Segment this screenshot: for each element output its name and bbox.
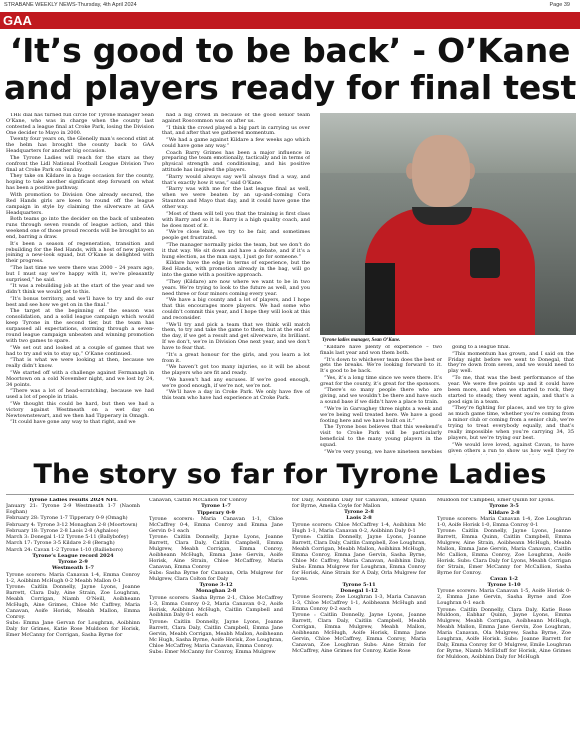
result-text: Muldoon for Campbell, Emer Quinn for Lyons.: [437, 498, 555, 503]
photo-caption: Tyrone ladies manager, Sean O’Kane.: [322, 338, 401, 343]
results-column-4: [437, 498, 571, 736]
paragraph: “We haven’t had any excuses. If we’re good enough, we’re good enough, if we’re not, we’re not.: [162, 376, 310, 389]
result-text: February 18: Tyrone 2-8 Laois 2-8 (Aghaloo): [6, 527, 119, 534]
paragraph: “We’re very young, we have nineteen newbies: [324, 448, 442, 455]
paragraph: “We started off with a challenge against Fermanagh in Moortown on a cold November night, and we lost by 24, 34 points.: [6, 369, 154, 388]
result-text: for Daly, Aoibhinn Daly for Canavan, Emear Quinn for Byrne, Amelia Coyle for Mallon: [292, 498, 426, 509]
paragraph: “The manager normally picks the team, but we don’t do it that way. We sit down and have a debate, and if it’s a hung election, as the man says, I just go for someone.”: [162, 241, 310, 260]
result-heading: Laois 2-8: [346, 515, 372, 522]
paragraph: “It’s bonus territory, and we’ll have to try and do our best and see how we get on in the final.”: [6, 295, 154, 308]
paragraph: “We have a big county and a lot of players, and I hope that this encourages more players. We had some who couldn’t commit this year, and I hope they will look at this and reconsider.: [162, 297, 310, 321]
paragraph: It’s been a season of regeneration, transition and rebuilding for the Red Hands, with a host of new players joining a new-look squad, but O’Kane is delighted with their progress.: [6, 240, 154, 265]
result-heading: Tyrone 2-8: [344, 509, 374, 516]
paragraph: “It could have gone any way to that right, and we: [10, 419, 136, 426]
paragraph: “It’s down to whichever team does the best or gets the breaks. We’re looking forward to it. It’s good to be back.: [320, 356, 442, 375]
result-text: Tyrone: Caitlin Donnelly, Jayne Lyons, Joanne Barrett, Clara Daly, Aine Strain, Zoe Loughran, Meabh Corrigan, Niamh O’Neill, Aoibheann McHugh, Aine Grimes, Chloe Mc Caffrey, Maria Canavan, Aoife Horisk, Meabh Mallon, Emma Conroy.: [6, 583, 140, 620]
result-text: Tyrone: Caitlin Donnelly, Jayne Lyons, Joanne Barrett, Clara Daly, Caitlin Campbell, Zoe Loughran, Meabh Corrigan, Meabh Mallon, Aoibhinn McHugh, Emma Conroy, Emma Jane Gervin, Sasha Byrne, Chloe Mc Caffrey, Maria Canavan, Aoibhinn Daly. Subs: Emma Mulgrew for Loughran, Emma Conroy for Horisk, Aine Strain for A Daly, Orla Mulgrew for Lyons.: [292, 533, 426, 582]
result-heading: Tipperary 0-9: [197, 509, 235, 516]
paragraph: “Yes, it’s a long time since we were there. It’s great for the county, it’s great for the sponsors.: [320, 374, 442, 387]
result-text: Tyrone scorers: Sasha Byrne 2-1, Chloe McCaffrey 1-3, Emma Conroy 0-2, Maria Canavan 0-2, Aoife Horisk, Aoibhinn McHugh, Caitlin Campbell and Aoibhinn Daly 0-1 each: [149, 594, 283, 619]
result-heading: Tyrone’s League record 2024: [32, 552, 114, 559]
article-column-4: [448, 345, 574, 455]
article-column-2: [162, 113, 310, 453]
result-text: March 3: Donegal 1-12 Tyrone 5-11 (Ballybofey): [6, 534, 129, 541]
result-text: Tyrone: Caitlin Donnelly, Jayne Lyons, Joanne Barrett, Emma Quinn, Caitlin Campbell, Emma Mulgrew, Aine Strain, Aoibheann McHugh, Meabh Mallon, Emma Jane Gervin, Maria Canavan, Caitlin Mc Callion, Emma Conroy, Zoe Loughran, Aoife Horisk. Subs: Clara Daly for Lyons, Meabh Corrigan for Strain, Emer McCanny for McCallion, Sasha Byrne for Conroy.: [437, 527, 571, 576]
result-heading: Cavan 1-2: [490, 575, 518, 582]
paragraph: “They (Kildare) are now where we want to be in two years. We’re trying to look to the future as well, and you need three or four minors coming every year.: [162, 278, 310, 297]
section-bar: [0, 12, 580, 29]
result-text: March 24: Cavan 1-2 Tyrone 1-10 (Bailieboro): [6, 546, 123, 553]
paragraph: going to a league final.: [452, 345, 511, 350]
headline: ‘It’s good to be back’ - O’Kane and players ready for final test: [3, 31, 577, 107]
paragraph: Both teams go into the decider on the back of unbeaten runs through seven rounds of league action, and this weekend one of those proud records will be brought to an end, barring a draw.: [6, 216, 154, 241]
divider: [6, 494, 574, 495]
paragraph: The Tyrone boss believes that this weekend’s visit to Croke Park will be particularly beneficial to the many young players in the squad.: [320, 424, 442, 449]
article-column-3: [320, 345, 442, 455]
masthead-date: STRABANE WEEKLY NEWS-Thursday, 4th April 2024: [4, 2, 137, 8]
paragraph: With promotion to Division One already secured, the Red Hands girls are keen to round off the league campaign in style by claiming the silverware at GAA Headquarters.: [6, 191, 154, 216]
paragraph: “Kildare have plenty of experience – two finals last year and won them both.: [320, 345, 442, 356]
photo-jersey-badge: [470, 248, 500, 278]
paragraph: The Tyrone Ladies will reach for the stars as they confront the Lidl National Football League Division Two final at Croke Park on Sunday.: [6, 154, 154, 173]
result-heading: Tyrone 3-12: [199, 582, 233, 589]
photo-head: [412, 135, 470, 207]
result-heading: Tyrone 3-5: [489, 503, 519, 510]
paragraph: The target at the beginning of the season was consolidation, and a solid league campaign which would keep Tyrone in the second tier, but the team has surpassed all expectations, storming through a seven-round league campaign unbeaten and winning promotion with two games to spare.: [6, 308, 154, 345]
result-heading: Kildare 2-8: [488, 509, 520, 516]
result-text: Tyrone: Caitlin Donnelly, Clara Daly, Katie Rose Muldoon, Eabhar Quinn, Jayne Lyons, Emma Mulgrew, Meabh Corrigan, Aoibheann McHugh, Meabh Mallon, Emma Jane Gervin, Zoe Loughran, Maria Canavan, Ola Mulgrew, Sasha Byrne, Zoe Loughran, Aoife Horisk. Subs: Joanne Barrett for Daly, Emma Conroy for O Mulgrew, Emile Loughran for Byrne, Niamh McElduff for Horisk, Aine Grimes for Muldoon, Aoibhinn Daly for McHugh: [437, 606, 571, 661]
paragraph: “The last time we were there was 2000 – 24 years ago, but I must say we’re happy with it, we’re pleasantly surprised,” he said.: [6, 264, 154, 283]
paragraph: Coach Barry Grimes has been a major influence in preparing the team emotionally, tactically and in terms of physical strength and conditioning, and his positive attitude has inspired the players.: [162, 149, 310, 174]
results-headline: The story so far for Tyrone Ladies: [33, 459, 547, 490]
result-text: Tyrone: Caitlin Donnelly, Jayne Lyons, Joanne Barrett, Clara Daly, Caitlin Campbell, Emma Mulgrew, Meabh Corrigan, Emma Conroy, Aoibheann McHugh, Emma Jane Gervin, Aoife Horisk, Aine Strain, Chloe McCaffrey, Maria Canavan, Emma Conroy: [149, 533, 283, 570]
manager-photo: [320, 113, 576, 335]
paragraph: “They’re fighting for places, and we try to give as much game time, whether you’re coming from a minor club or coming from a senior club, we’re trying to treat everybody equally, and that’s really impossible when you’re carrying 34, 35 players, but we’re trying our best.: [448, 405, 574, 442]
result-text: February 28: Tyrone 1-7 Tipperary 0-9 (Omagh): [6, 515, 128, 522]
article-column-1: [6, 113, 154, 453]
result-text: Tyrone scorers: Chloe McCaffrey 1-4, Aoibhinn Mc Hugh 1-1, Maria Canavan 0-2, Aoibhinn Daly 0-1: [292, 521, 426, 534]
result-heading: Tyrone 1-10: [487, 582, 521, 589]
paragraph: Kildare have the edge in terms of experience, but the Red Hands, with promotion already in the bag, will go into the game with a positive approach.: [162, 260, 310, 279]
paragraph: “To me, that was the best performance of the year. We were five points up and it could have been more, and when we started to rock, they started to steady, they went again, and that’s a good sign in a team.: [448, 374, 574, 405]
result-heading: Tyrone 5-11: [342, 581, 376, 588]
paragraph: They take on Kildare in a huge occasion for the county, hoping to take another significant step forward on what has been a positive pathway.: [6, 173, 154, 192]
result-text: Canavan, Caitlin McCallion for Conroy: [149, 498, 248, 503]
paragraph: “We would love loved, against Cavan, to have given others a run to show us how well they’re: [448, 441, 574, 454]
paragraph: “We’ll have a day in Croke Park. We only have five of this team who have had experience at Croke Park.: [162, 389, 310, 402]
result-heading: Monaghan 2-8: [195, 588, 237, 595]
paragraph: had a big crowd in because of the good senior team against Roscommon was on after us.: [162, 113, 310, 124]
result-heading: Donegal 1-12: [340, 588, 378, 595]
paragraph: “This momentum has grown, and I said on the Friday night before we went to Donegal, that they’re down from seven, and we would need to play well.: [448, 350, 574, 375]
results-column-3: [292, 498, 426, 736]
paragraph: “It’s a great honour for the girls, and you learn a lot from it.: [162, 351, 310, 364]
paragraph: “Most of them will tell you that the training is first class with Barry and so it is. Barry is a high quality coach, and he does most of it.: [162, 210, 310, 229]
result-text: Tyrone scorers: Maria Canavan 1-5, Aoife Horisk 0-2, Emma Jane Gervin, Sasha Byrne and Zoe Loughran 0-1 each: [437, 588, 571, 607]
page-number: Page 39: [549, 2, 570, 8]
masthead: [0, 0, 580, 10]
photo-jersey-stripe: [365, 263, 395, 335]
paragraph: THE dial has turned full circle for Tyrone manager Sean O’Kane, who was in charge when the county last contested a league final at Croke Park, losing the Division One decider to Mayo in 2000.: [6, 113, 154, 136]
paragraph: “We haven’t got too many injuries, so it will be about the players who are fit and ready.: [162, 364, 310, 377]
result-text: Tyrone : Caitlin Donnelly, Jayne Lyons, Joanne Barrett, Clara Daly, Caitlin Campbell, Meabh Corrigan, Emma Mulgrew, Meabh Mallon, Aoibheann McHugh, Aoife Horisk, Emma Jane Gervin, Chloe McCaffrey, Emma Conroy, Maria Canavan, Zoe Loughran Subs: Aine Strain for McCaffrey, Aine Grimes for Conroy, Katie Rose: [292, 612, 426, 655]
paragraph: “We’re in Garvaghey three nights a week and we’re being well treated here. We have a good footing here and we have built on it.”: [320, 405, 442, 424]
paragraph: “We’re close knit, we try to be fair, and sometimes people get frustrated.: [162, 229, 310, 242]
result-text: Subs: Sasha Byrne for Canavan, Orla Mulgrew for Mulgrew, Clara Colton for Daly: [149, 569, 283, 582]
paragraph: “Barry would always say we’ll always find a way, and that’s exactly how it was,” said O’Kane.: [162, 173, 310, 186]
paragraph: Twenty four years on, the Glenelly man’s second stint at the helm has brought the county back to GAA Headquarters for another big occasion.: [6, 136, 154, 155]
result-heading: Tyrone 2-9: [58, 559, 88, 566]
results-column-1: [6, 498, 140, 736]
paragraph: “We thought this could be hard, but then we had a victory against Westmeath on a wet day on Newtownstewart, and we then had Tipperary in Omagh.: [6, 400, 154, 419]
paragraph: “We’ll try and pick a team that we think will match them, to try and take the game to them, but at the end of the day, if we get a result and get silverware, its brilliant. If we don’t, we’re in Division One next year, and we don’t have to fear that.: [162, 321, 310, 352]
results-column-2: [149, 498, 283, 736]
result-text: Tyrone scorers: Maria Canavan 1-4, Zoe Loughran 1-0, Aoife Horisk 1-0, Emma Conroy 0-1: [437, 515, 571, 528]
result-text: March 17: Tyrone 3-5 Kildare 2-8 (Beragh): [6, 540, 115, 547]
result-text: January 21: Tyrone 2-9 Westmeath 1-7 (Naomh Eoghan): [6, 503, 140, 516]
paragraph: “There’s so many people there who are giving, and we wouldn’t be there and have such a sound base if we didn’t have a place to train.: [320, 387, 442, 406]
paragraph: “Barry was with me for the last league final as well, when we were beaten by an up-and-coming Cora Staunton and Mayo that day, and it could have gone the other way.: [162, 186, 310, 211]
result-text: Tyrone: Caitlin Donnelly, Jayne Lyons, Joanne Barrett, Clara Daly, Caitlin Campbell, Emma Jane Gervin, Meabh Corrigan, Meabh Mallon, Aoibheann Mc Hugh, Sasha Byrne, Aoife Horisk, Zoe Loughran, Chloe McCaffrey, Maria Canavan, Emma Conroy.: [149, 618, 283, 649]
paragraph: “There was a lot of head-scratching, because we had used a lot of people in trials.: [6, 388, 154, 401]
result-text: Tyrone scorers: Maria Canavan 1-1, Chloe McCaffrey 0-4, Emma Conroy and Emma Jane Gervin 0-1 each: [149, 515, 283, 534]
result-heading: Westmeath 1-7: [52, 565, 94, 572]
paragraph: “We had a game against Kildare a few weeks ago which could have gone any way.”: [162, 137, 310, 149]
result-text: February 4: Tyrone 3-12 Monaghan 2-8 (Moortown): [6, 521, 138, 528]
result-heading: Tyrone 1-7: [201, 503, 231, 510]
paragraph: “We set out and looked at a couple of games that we had to try and win to stay up,” O’Kane continued.: [6, 344, 154, 357]
paragraph: “I think the crowd played a big part in carrying us over that, and after that we gathered momentum.: [162, 124, 310, 137]
photo-collar: [412, 207, 472, 225]
result-text: Subs: Emma Jane Gervan for Loughran, Aoibhinn Daly for Grimes, Katie Rose Muldoon for Horisk, Emer McCanny for Corrigan, Sasha Byrne for: [6, 619, 140, 638]
result-heading: Tyrone Ladies results 2024 NFL: [28, 498, 118, 503]
paragraph: “That is what we were looking at then, because we really didn’t know.: [6, 357, 154, 370]
result-text: Subs: Emer McCanny for Conroy, Emma Mulgrew: [149, 648, 276, 655]
section-label: GAA: [3, 13, 32, 28]
paragraph: “It was a rebuilding job at the start of the year and we didn’t think we would get to this.: [6, 283, 154, 296]
result-text: Tyrone Scorers; Zoe Loughran 1-3, Maria Canavan 1-3, Chloe McCaffrey 1-1, Aoibheann McHugh and Emma Conroy 0-2 each: [292, 594, 426, 613]
result-text: Tyrone scorers: Maria Canavan 1-4, Emma Conroy 1-2, Aoibhinn McHugh 0-2 Meabh Mallon 0-1: [6, 571, 140, 584]
